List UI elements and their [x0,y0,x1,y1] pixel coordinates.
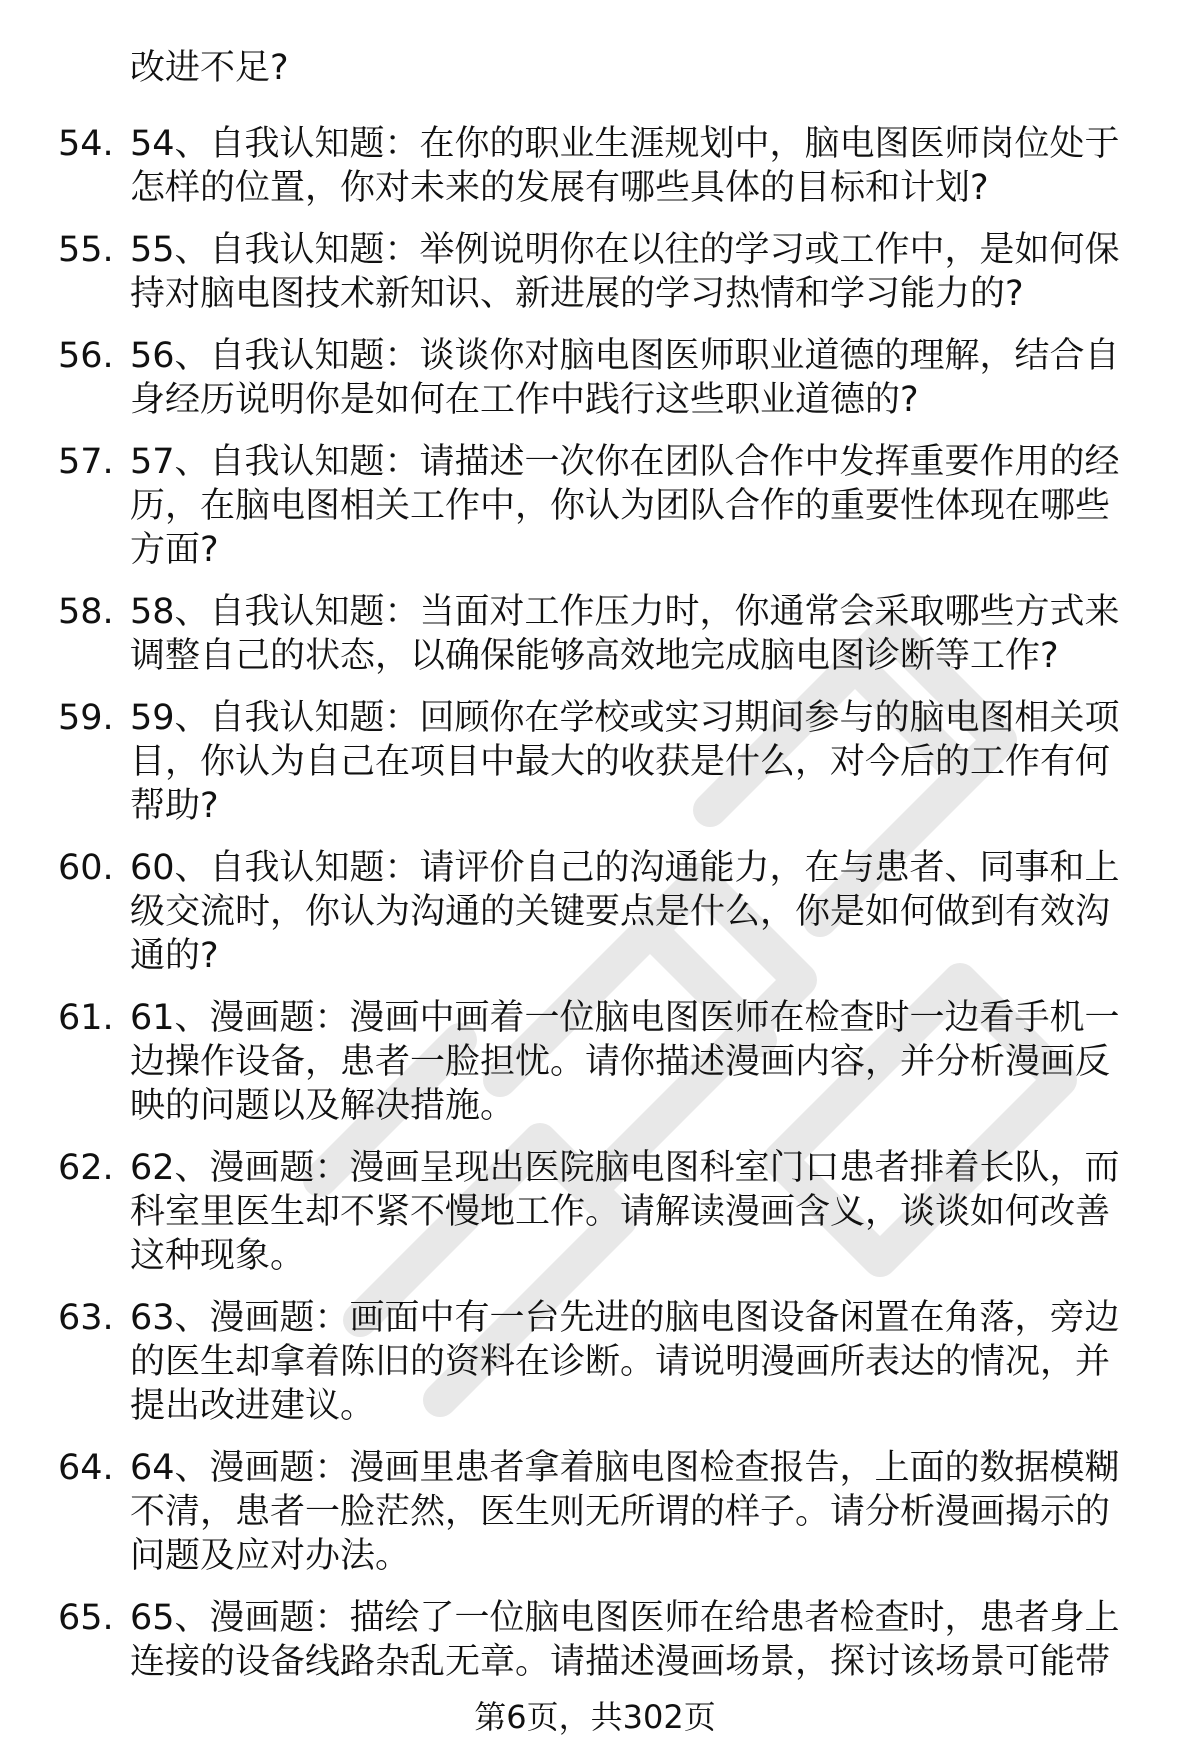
question-text-line: 帮助? [130,786,219,826]
list-item [0,228,1190,316]
question-text-line: 通的? [130,936,219,976]
question-text-line: 59、自我认知题：回顾你在学校或实习期间参与的脑电图相关项 [130,698,1120,738]
list-item [0,1146,1190,1278]
question-text-line: 的医生却拿着陈旧的资料在诊断。请说明漫画所表达的情况，并 [130,1342,1111,1382]
list-item-number: 65. [58,1598,114,1638]
list-item-number: 57. [58,442,114,482]
question-text-line: 61、漫画题：漫画中画着一位脑电图医师在检查时一边看手机一 [130,998,1120,1038]
question-text-line: 连接的设备线路杂乱无章。请描述漫画场景，探讨该场景可能带 [130,1642,1111,1682]
list-item-number: 63. [58,1298,114,1338]
question-text-line: 科室里医生却不紧不慢地工作。请解读漫画含义，谈谈如何改善 [130,1192,1111,1232]
question-text-line: 级交流时，你认为沟通的关键要点是什么，你是如何做到有效沟 [130,892,1111,932]
question-text-line: 60、自我认知题：请评价自己的沟通能力，在与患者、同事和上 [130,848,1120,888]
question-text-line: 问题及应对办法。 [130,1536,411,1576]
list-item [0,440,1190,572]
list-item-number: 55. [58,230,114,270]
list-item-number: 61. [58,998,114,1038]
list-item-number: 58. [58,592,114,632]
question-text-line: 63、漫画题：画面中有一台先进的脑电图设备闲置在角落，旁边 [130,1298,1120,1338]
page-footer: 第6页，共302页 [474,1698,716,1736]
question-text-line: 边操作设备，患者一脸担忧。请你描述漫画内容，并分析漫画反 [130,1042,1111,1082]
question-text-line: 57、自我认知题：请描述一次你在团队合作中发挥重要作用的经 [130,442,1120,482]
list-item-number: 60. [58,848,114,888]
list-item [0,696,1190,828]
list-item [0,590,1190,678]
list-item [0,1296,1190,1428]
list-item-number: 54. [58,124,114,164]
question-text-line: 64、漫画题：漫画里患者拿着脑电图检查报告，上面的数据模糊 [130,1448,1120,1488]
question-text-line: 历，在脑电图相关工作中，你认为团队合作的重要性体现在哪些 [130,486,1111,526]
question-text-line: 目，你认为自己在项目中最大的收获是什么，对今后的工作有何 [130,742,1111,782]
question-text-line: 55、自我认知题：举例说明你在以往的学习或工作中，是如何保 [130,230,1120,270]
question-text-line: 映的问题以及解决措施。 [130,1086,516,1126]
list-item [0,1446,1190,1578]
question-text-line: 54、自我认知题：在你的职业生涯规划中，脑电图医师岗位处于 [130,124,1120,164]
question-text-line: 58、自我认知题：当面对工作压力时，你通常会采取哪些方式来 [130,592,1120,632]
list-item [0,122,1190,210]
question-text-line: 62、漫画题：漫画呈现出医院脑电图科室门口患者排着长队，而 [130,1148,1120,1188]
question-list [0,122,1190,1702]
list-item [0,334,1190,422]
list-item-number: 64. [58,1448,114,1488]
list-item-number: 62. [58,1148,114,1188]
list-item-number: 56. [58,336,114,376]
list-item [0,846,1190,978]
question-text-line: 身经历说明你是如何在工作中践行这些职业道德的? [130,380,919,420]
question-text-line: 提出改进建议。 [130,1386,376,1426]
continuation-text: 改进不足? [130,48,289,88]
question-text-line: 不清，患者一脸茫然，医生则无所谓的样子。请分析漫画揭示的 [130,1492,1111,1532]
list-item [0,1596,1190,1684]
question-text-line: 调整自己的状态，以确保能够高效地完成脑电图诊断等工作? [130,636,1059,676]
question-text-line: 持对脑电图技术新知识、新进展的学习热情和学习能力的? [130,274,1024,314]
list-item-number: 59. [58,698,114,738]
question-text-line: 方面? [130,530,219,570]
question-text-line: 56、自我认知题：谈谈你对脑电图医师职业道德的理解，结合自 [130,336,1120,376]
list-item [0,996,1190,1128]
question-text-line: 这种现象。 [130,1236,306,1276]
question-text-line: 65、漫画题：描绘了一位脑电图医师在给患者检查时，患者身上 [130,1598,1120,1638]
question-text-line: 怎样的位置，你对未来的发展有哪些具体的目标和计划? [130,168,989,208]
